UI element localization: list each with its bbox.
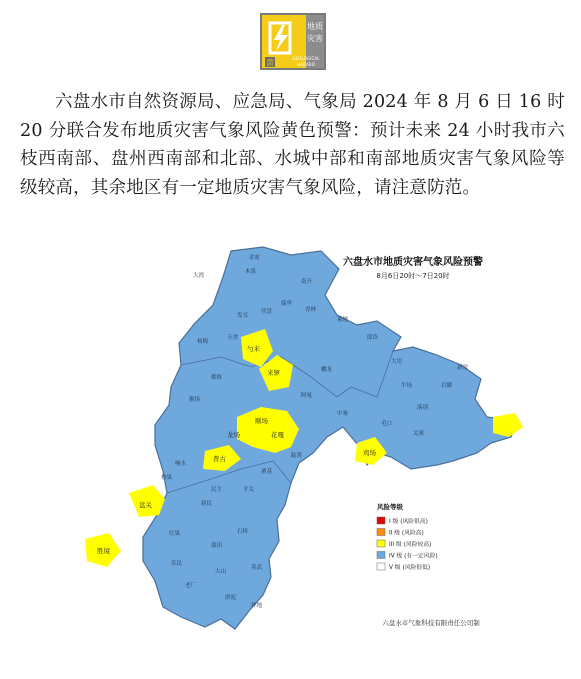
place-label: 保华	[281, 301, 293, 307]
place-label: 阿戛	[301, 393, 313, 399]
place-label: 关寨	[413, 431, 425, 437]
legend-title: 风险等级	[377, 503, 403, 511]
legend-label: I 级 (风险很高)	[389, 519, 428, 525]
risk-warning-map	[97, 247, 537, 637]
place-label: 响水	[175, 461, 187, 467]
place-label: 都格	[211, 375, 223, 381]
legend-swatch	[377, 540, 385, 547]
place-label: 木果	[245, 269, 257, 275]
legend-label: IV 级 (有一定风险)	[389, 553, 438, 560]
place-label: 老厂	[185, 583, 197, 589]
place-label: 岩脚	[441, 383, 453, 389]
legend	[377, 502, 438, 571]
place-label: 金盆	[249, 255, 261, 261]
place-label: 淤泥	[225, 595, 237, 601]
place-label: 红果	[169, 531, 181, 537]
legend-swatch	[377, 529, 385, 536]
place-label: 大用	[391, 359, 403, 365]
place-label: 大湾	[193, 273, 205, 279]
place-label: 发耳	[237, 313, 249, 319]
region-outline	[143, 247, 517, 629]
label-panguan: 盘关	[139, 501, 152, 509]
label-shengjing: 胜境	[97, 547, 110, 555]
badge-english-2: HAZARD	[297, 62, 315, 67]
place-label: 董地	[337, 317, 349, 323]
place-label: 郎岱	[367, 335, 379, 341]
place-label: 营盘	[261, 309, 273, 315]
place-label: 石桥	[237, 529, 249, 535]
yellow-area-east	[493, 413, 523, 437]
map-credit: 六盘水市气象科技有限责任公司制	[382, 619, 480, 627]
place-label: 柏果	[161, 475, 173, 481]
place-label: 青林	[305, 307, 317, 313]
legend-swatch	[377, 552, 385, 559]
place-label: 杨梅	[197, 339, 209, 345]
map-title: 六盘水市地质灾害气象风险预警	[343, 257, 483, 268]
label-shaomi: 勺米	[247, 345, 260, 353]
place-label: 陡箐	[291, 453, 303, 459]
geological-hazard-badge	[260, 13, 326, 70]
place-label: 蟠龙	[321, 367, 333, 373]
badge-label-2: 灾害	[307, 34, 323, 43]
label-pugu: 普古	[213, 455, 226, 463]
legend-swatch	[377, 563, 385, 570]
place-label: 保田	[211, 543, 223, 549]
place-label: 民主	[211, 487, 223, 493]
place-label: 毛口	[381, 421, 393, 427]
place-label: 平关	[243, 487, 255, 493]
place-label: 新窑	[457, 365, 469, 371]
place-label: 大山	[215, 569, 227, 575]
place-label: 南开	[301, 279, 313, 285]
label-shunchang: 顺场	[255, 417, 268, 425]
place-label: 猴场	[189, 397, 201, 403]
label-huaga: 花嘎	[271, 431, 284, 439]
place-label: 落别	[417, 405, 429, 411]
place-label: 乐民	[171, 561, 183, 567]
legend-label: III 级 (风险较高)	[389, 542, 432, 548]
legend-label: V 级 (风险很低)	[389, 565, 431, 571]
place-label: 洒基	[261, 469, 273, 475]
warning-article: 六盘水市自然资源局、应急局、气象局 2024 年 8 月 6 日 16 时 20 分联合发布地质灾害气象风险黄色预警：预计未来 24 小时我市六枝西南部、盘州西南部和北部、水城中部和南部地质灾害气象风险等级较高，其余地区有一定地质灾害气象风险，请注意防范。	[20, 92, 565, 198]
badge-level-char: 黄	[266, 58, 274, 68]
map-subtitle: 8月6日20时～7日20时	[376, 272, 450, 280]
legend-items	[377, 517, 438, 571]
label-longchang: 龙场	[227, 431, 240, 439]
place-label: 玉舍	[227, 335, 239, 341]
place-label: 新民	[201, 501, 213, 507]
place-label: 英武	[251, 565, 263, 571]
legend-label: II 级 (风险高)	[389, 530, 424, 537]
label-miluo: 米箩	[267, 369, 280, 377]
label-jichang: 鸡场	[363, 449, 376, 457]
badge-label-1: 地质	[307, 22, 323, 31]
place-label: 坪地	[251, 603, 263, 609]
place-label: 牛场	[401, 383, 413, 389]
badge-english-1: GEOLOGICAL	[292, 56, 320, 61]
place-label: 中寨	[337, 411, 349, 417]
legend-swatch	[377, 517, 385, 524]
